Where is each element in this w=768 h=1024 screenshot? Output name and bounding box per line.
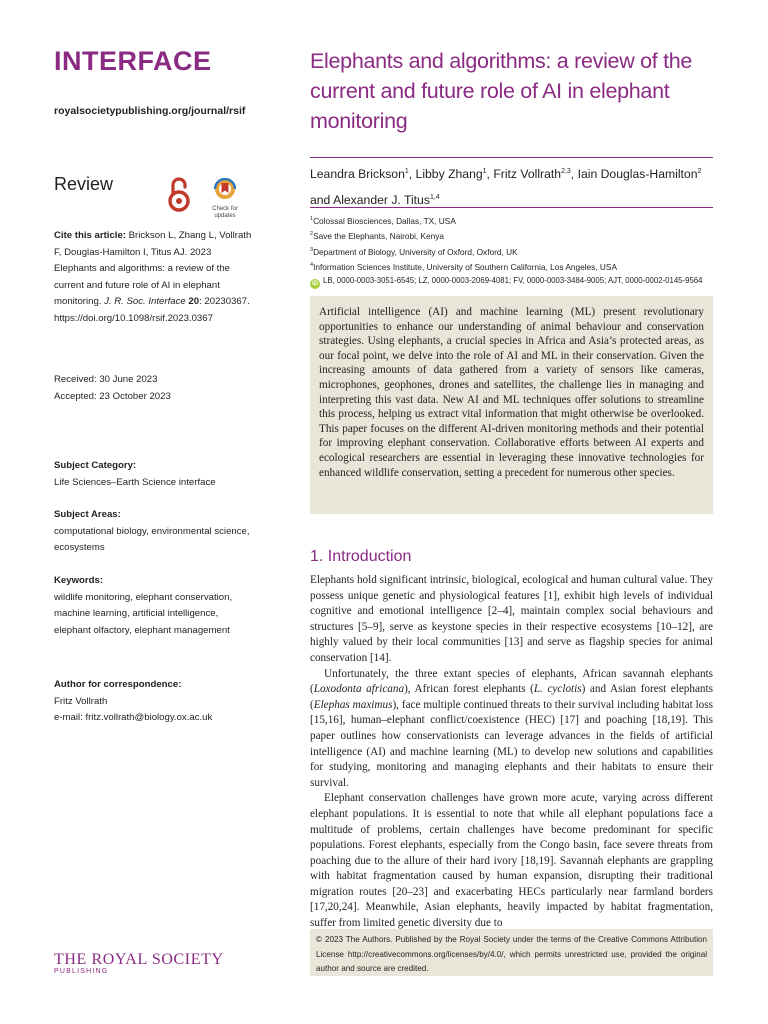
author-list: [310, 160, 713, 212]
body-paragraph: [310, 573, 713, 667]
check-updates-label: Check for updates: [212, 206, 238, 219]
journal-url[interactable]: royalsocietypublishing.org/journal/rsif: [54, 105, 246, 117]
keywords-line: wildlife monitoring, elephant conservation,: [54, 591, 233, 603]
cite-volume: 20: [185, 296, 200, 307]
author-affiliation-marker: 2: [697, 168, 702, 175]
subject-areas-label: Subject Areas:: [54, 509, 121, 520]
correspondence-label: Author for correspondence:: [54, 679, 182, 690]
cite-article-number: : 20230367.: [199, 296, 250, 307]
cite-label: Cite this article:: [54, 230, 126, 241]
orcid-icon[interactable]: iD: [312, 281, 318, 287]
author-affiliation-marker: 1: [482, 168, 487, 175]
author-affiliation-marker: 2,3: [561, 168, 571, 175]
affiliation-text: Information Sciences Institute, University of Southern California, Los Angeles, USA: [313, 261, 617, 272]
author-name[interactable]: Iain Douglas-Hamilton: [577, 167, 698, 182]
keywords-label: Keywords:: [54, 575, 104, 586]
abstract-box: Artificial intelligence (AI) and machine learning (ML) present revolutionary opportunities to enhance our understanding of animal behaviour and conservation strategies. Using elephants, a crucial species in Africa and Asia’s protected areas, as our focal point, we delve into the role of AI and ML in their conservation. Given the increasing amounts of data gathered from a variety of sensors like cameras, microphones, geophones, drones and satellites, the challenge lies in managing and interpreting this vast data. New AI and ML techniques offer solutions to streamline this process, helping us extract vital information that might otherwise be overlooked. This paper focuses on the different AI-driven monitoring methods and their potential for improving elephant conservation. Collaborative efforts between AI experts and ecological researchers are essential in leveraging these innovative technologies for enhanced wildlife conservation, setting a precedent for numerous other species.: [310, 296, 713, 514]
article-title: Elephants and algorithms: a review of the current and future role of AI in elephant monitoring: [310, 49, 693, 133]
affiliation-marker: 2: [310, 231, 314, 238]
affiliation-text: Save the Elephants, Nairobi, Kenya: [313, 231, 445, 242]
author-separator: ,: [570, 167, 578, 182]
affiliation-item: [310, 259, 713, 274]
paragraph-text: ) and Asian forest elephants (: [310, 683, 713, 711]
orcid-line: [310, 276, 720, 289]
affiliation-text: Department of Biology, University of Oxford, Oxford, UK: [313, 246, 518, 257]
author-name[interactable]: Alexander J. Titus: [333, 193, 430, 208]
paragraph-text: Unfortunately, the three extant species of elephants, African savannah elephants (: [310, 667, 713, 696]
correspondence-email[interactable]: e-mail: fritz.vollrath@biology.ox.ac.uk: [54, 712, 213, 723]
open-access-lock-icon[interactable]: [166, 177, 192, 218]
subject-category-block: [54, 458, 254, 491]
author-name[interactable]: Fritz Vollrath: [493, 167, 562, 182]
section-heading: 1. Introduction: [310, 548, 412, 565]
check-for-updates-badge[interactable]: [205, 178, 245, 219]
subject-areas-block: [54, 507, 254, 557]
title-divider: [310, 157, 713, 158]
author-separator: and: [310, 193, 334, 208]
body-paragraph: [310, 791, 713, 931]
authors-divider: [310, 207, 713, 208]
dates-block: [54, 372, 254, 405]
received-date: Received: 30 June 2023: [54, 374, 158, 385]
species-name: Elephas maximus: [313, 698, 393, 711]
author-separator: ,: [486, 167, 494, 182]
paragraph-text: ), African forest elephants (: [404, 683, 534, 696]
affiliation-marker: 4: [310, 262, 314, 269]
subject-category-label: Subject Category:: [54, 460, 137, 471]
paragraph-text: Elephant conservation challenges have grown more acute, varying across different elephant populations. It is essential to note that while all elephant populations face a multitude of problems, certain challenges have become predominant for specific populations. Forest elephants, especially from the Congo basin, face severe threats from poaching due to the allure of their hard ivory [18,19]. Savannah elephants are grappling with habitat fragmentation caused by human expansion, disrupting their traditional migration routes [20–23] and exacerbating HECs particularly near farmland borders [17,20,24]. Meanwhile, Asian elephants, heavily impacted by habitat fragmentation, suffer from limited genetic diversity due to: [310, 792, 713, 930]
affiliation-text: Colossal Biosciences, Dallas, TX, USA: [313, 215, 456, 226]
royal-society-publishing-logo[interactable]: [54, 951, 224, 975]
author-name[interactable]: Leandra Brickson: [310, 167, 405, 182]
keywords-block: [54, 573, 254, 639]
paragraph-text: Elephants hold significant intrinsic, biological, ecological and human cultural value. They possess unique genetic and physiological features [1], exhibit high levels of individual cognitive and emotional intelligence [2–4], maintain complex social behaviours and structures [5–9], serve as keystone species in their respective ecosystems [10–12], are highly valued by their local communities [13] and serve as flagship species for animal conservation [14].: [310, 574, 713, 664]
license-notice: © 2023 The Authors. Published by the Royal Society under the terms of the Creative Commons Attribution License http://creativecommons.org/licenses/by/4.0/, which permits unrestricted use, provided the original author and source are credited.: [310, 929, 713, 976]
keywords-line: machine learning, artificial intelligence,: [54, 608, 219, 619]
affiliation-marker: 3: [310, 246, 314, 253]
journal-name: INTERFACE: [54, 46, 212, 76]
correspondence-block: [54, 677, 254, 727]
orcid-ids: LB, 0000-0003-3051-6545; LZ, 0000-0003-2069-4081; FV, 0000-0003-3484-9005; AJT, 0000-0002-0145-9564: [323, 276, 703, 285]
keywords-line: elephant olfactory, elephant management: [54, 624, 230, 636]
citation-block: [54, 228, 254, 327]
accepted-date: Accepted: 23 October 2023: [54, 390, 171, 402]
subject-category-value[interactable]: Life Sciences–Earth Science interface: [54, 476, 216, 488]
author-separator: ,: [408, 167, 416, 182]
affiliation-item: [310, 213, 713, 228]
author-affiliation-marker: 1,4: [429, 194, 440, 202]
check-updates-icon: [214, 178, 236, 200]
cite-doi-link[interactable]: https://doi.org/10.1098/rsif.2023.0367: [54, 312, 213, 324]
article-type: Review: [54, 174, 114, 194]
cite-text: Brickson L, Zhang L, Vollrath F, Douglas-Hamilton I, Titus AJ. 2023 Elephants and algorithms: a review of the current and future role of AI in elephant monitoring.: [54, 230, 252, 307]
affiliation-item: [310, 228, 713, 243]
affiliation-item: [310, 244, 713, 259]
body-paragraph: [310, 667, 713, 792]
species-name: L. cyclotis: [533, 683, 582, 696]
cite-journal: J. R. Soc. Interface: [104, 296, 186, 307]
subject-areas-value[interactable]: computational biology, environmental science, ecosystems: [54, 525, 250, 553]
paragraph-text: ), face multiple continued threats to their survival including habitat loss [15,16], human–elephant conflict/coexistence (HEC) [17] and poaching [18,19]. This paper outlines how conservationists can leverage advances in the fields of artificial intelligence (AI) and machine learning (ML) to develop new solutions and capabilities for studying, monitoring and managing elephants and their habitats to ensure their survival.: [310, 698, 713, 789]
publisher-subname: PUBLISHING: [54, 968, 109, 975]
correspondence-name: Fritz Vollrath: [54, 695, 108, 707]
species-name: Loxodonta africana: [313, 683, 405, 696]
body-text: [310, 573, 713, 932]
author-affiliation-marker: 1: [404, 168, 409, 175]
publisher-name: THE ROYAL SOCIETY: [54, 951, 224, 968]
affiliations-list: [310, 213, 713, 274]
affiliation-marker: 1: [310, 216, 314, 222]
author-name[interactable]: Libby Zhang: [415, 167, 483, 182]
